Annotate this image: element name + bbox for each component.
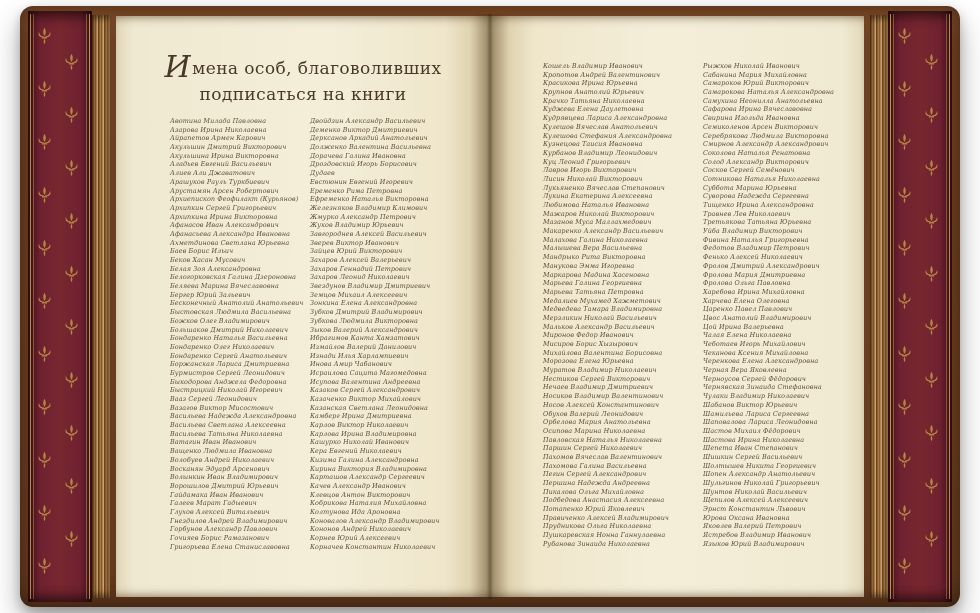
name-entry: Паршин Сергей Николаевич bbox=[543, 444, 643, 453]
name-entry: Шаповалова Лариса Леонидовна bbox=[703, 418, 818, 427]
fleur-de-lis-icon bbox=[65, 159, 78, 177]
name-entry: Подбедова Анастасия Алексеевна bbox=[543, 496, 665, 505]
name-entry: Коновалов Александр Владимирович bbox=[310, 516, 440, 525]
fleur-de-lis-icon bbox=[38, 27, 51, 45]
name-entry: Галеев Марат Гадыевич bbox=[170, 499, 257, 508]
name-entry: Зыков Валерий Александрович bbox=[310, 325, 418, 334]
name-entry: Мисиров Борис Хызырович bbox=[543, 340, 638, 348]
name-entry: Ефременко Наталья Викторовна bbox=[310, 195, 429, 204]
name-entry: Шолтышев Никита Георгиевич bbox=[703, 461, 817, 470]
name-entry: Малахова Галина Николаевна bbox=[543, 235, 648, 244]
name-entry: Чулаки Владимир Николаевич bbox=[703, 392, 810, 401]
name-entry: Орбелова Мария Анатольевна bbox=[543, 418, 651, 427]
name-entry: Павловская Наталья Николаевна bbox=[543, 435, 662, 444]
name-entry: Алиев Али Джаватович bbox=[170, 169, 256, 178]
name-entry: Жуков Владимир Юрьевич bbox=[310, 221, 404, 230]
name-entry: Тищенко Ирина Александровна bbox=[703, 201, 814, 209]
name-entry: Васильева Надежда Александровна bbox=[170, 412, 297, 421]
fleur-de-lis-icon bbox=[38, 398, 51, 416]
name-entry: Обухов Валерий Леонидович bbox=[543, 409, 644, 418]
names-column-3 bbox=[543, 62, 672, 549]
name-entry: Медалиев Мухамед Хажметович bbox=[543, 296, 661, 305]
name-entry: Исупова Валентина Андреевна bbox=[310, 377, 421, 386]
name-entry: Белая Зоя Александровна bbox=[170, 264, 261, 273]
fleur-de-lis-icon bbox=[898, 504, 911, 522]
name-entry: Афанасов Иван Александрович bbox=[170, 221, 279, 230]
name-entry: Архипкина Ирина Викторовна bbox=[170, 212, 278, 221]
name-entry: Быстрицкий Николай Игоревич bbox=[170, 386, 283, 395]
name-entry: Архиепископ Феофилакт (Курьянов) bbox=[170, 195, 299, 204]
fleur-de-lis-icon bbox=[898, 239, 911, 257]
name-entry: Зонкина Елена Александровна bbox=[310, 299, 418, 308]
name-entry: Соколова Наталья Ренатовна bbox=[703, 148, 811, 157]
fleur-de-lis-icon bbox=[65, 318, 78, 336]
fleur-de-lis-icon bbox=[925, 477, 938, 495]
name-entry: Глухов Алексей Витальевич bbox=[170, 507, 270, 516]
name-entry: Эрнст Константин Львович bbox=[703, 505, 806, 514]
name-entry: Фенько Алексей Николаевич bbox=[703, 253, 803, 262]
name-entry: Шамильева Лариса Сергеевна bbox=[703, 409, 810, 418]
name-entry: Марьева Татьяна Петровна bbox=[543, 287, 644, 296]
name-entry: Шунтов Николай Васильевич bbox=[703, 487, 808, 496]
name-entry: Курбанов Владимир Леонидович bbox=[543, 148, 658, 157]
fleur-de-lis-icon bbox=[65, 212, 78, 230]
name-entry: Смирнов Александр Александрович bbox=[703, 140, 829, 149]
fleur-de-lis-icon bbox=[898, 451, 911, 469]
name-entry: Фролов Дмитрий Александрович bbox=[703, 261, 820, 270]
name-entry: Мажаров Николай Викторович bbox=[543, 209, 655, 218]
name-entry: Черная Вера Яковлевна bbox=[703, 366, 787, 375]
right-page-stack-edges bbox=[870, 15, 888, 598]
names-column-4 bbox=[703, 62, 834, 549]
name-entry: Ватагин Иван Иванович bbox=[170, 438, 257, 447]
fleur-de-lis-icon bbox=[925, 424, 938, 442]
name-entry: Лисин Николай Викторович bbox=[543, 174, 643, 183]
name-entry: Акульшин Дмитрий Викторович bbox=[170, 143, 287, 152]
name-entry: Рубанова Зинаида Николаевна bbox=[543, 539, 650, 548]
name-entry: Дерксанов Аркадий Анатольевич bbox=[310, 134, 428, 143]
name-entry: Кашурко Николай Иванович bbox=[310, 438, 410, 447]
name-entry: Морозова Елена Юрьевна bbox=[543, 357, 634, 366]
name-entry: Кера Евгений Николаевич bbox=[310, 447, 402, 456]
name-entry: Казаков Сергей Александрович bbox=[310, 386, 421, 395]
name-entry: Восканян Эдуард Арсенович bbox=[170, 464, 270, 473]
name-entry: Семиколенов Арсен Викторович bbox=[703, 122, 819, 131]
name-entry: Деменко Виктор Дмитриевич bbox=[310, 125, 418, 134]
name-entry: Аладьев Евгений Васильевич bbox=[170, 160, 272, 169]
name-entry: Пахомов Вячеслав Валентинович bbox=[543, 452, 663, 461]
names-column-1 bbox=[170, 117, 303, 551]
name-entry: Уйба Владимир Викторович bbox=[703, 227, 803, 236]
fleur-de-lis-icon bbox=[65, 424, 78, 442]
name-entry: Звездунов Владимир Дмитриевич bbox=[310, 282, 431, 291]
page-title bbox=[116, 50, 490, 108]
name-entry: Божков Олег Владимирович bbox=[170, 316, 270, 325]
name-entry: Шастова Ирина Николаевна bbox=[703, 435, 805, 444]
name-entry: Камберг Ирина Дмитриевна bbox=[310, 412, 412, 421]
name-entry: Афанасьева Александра Ивановна bbox=[170, 229, 291, 238]
name-entry: Колтунова Ида Ароновна bbox=[310, 507, 401, 516]
name-entry: Кудрявцева Лариса Александровна bbox=[543, 114, 668, 123]
left-page-stack-edges bbox=[92, 15, 110, 598]
name-entry: Манукова Эмма Игоревна bbox=[543, 261, 635, 270]
name-entry: Бергер Юрий Зальевич bbox=[170, 290, 251, 299]
right-cover-panel bbox=[888, 11, 952, 602]
name-entry: Харебова Ирина Михайловна bbox=[703, 287, 805, 296]
name-entry: Самухина Неонилла Анатольевна bbox=[703, 96, 823, 105]
name-entry: Суворова Надежда Сергеевна bbox=[703, 192, 809, 201]
fleur-de-lis-icon bbox=[925, 212, 938, 230]
name-entry: Шульгинов Николай Григорьевич bbox=[703, 479, 820, 487]
name-entry: Завгороднев Алексей Васильевич bbox=[310, 229, 427, 238]
fleur-de-lis-icon bbox=[65, 530, 78, 548]
name-entry: Шабанов Виктор Юрьевич bbox=[703, 400, 798, 409]
name-entry: Арашуков Рауль Туркбиевич bbox=[170, 177, 270, 186]
name-entry: Цвос Анатолий Владимирович bbox=[703, 313, 812, 322]
fleur-de-lis-icon bbox=[38, 451, 51, 469]
name-entry: Волынкин Иван Владимирович bbox=[170, 473, 279, 482]
name-entry: Казанская Светлана Леонидовна bbox=[310, 403, 428, 412]
fleur-de-lis-icon bbox=[65, 477, 78, 495]
name-entry: Рыжков Николай Иванович bbox=[703, 62, 800, 70]
name-entry: Арустамян Арсен Робертович bbox=[170, 186, 279, 195]
name-entry: Ахметдинова Светлана Юрьевна bbox=[170, 238, 290, 247]
fleur-de-lis-icon bbox=[38, 239, 51, 257]
name-entry: Гайдамака Иван Иванович bbox=[170, 490, 264, 499]
fleur-de-lis-icon bbox=[65, 53, 78, 71]
fleur-de-lis-icon bbox=[925, 530, 938, 548]
fleur-de-lis-icon bbox=[898, 292, 911, 310]
name-entry: Азарова Ирина Николаевна bbox=[170, 125, 267, 134]
name-entry: Кирина Виктория Владимировна bbox=[310, 464, 427, 473]
fleur-de-lis-icon bbox=[65, 265, 78, 283]
name-entry: Евстюнин Евгений Игоревич bbox=[310, 177, 413, 186]
name-entry: Баев Борис Ильич bbox=[170, 247, 234, 256]
name-entry: Миронов Федор Иванович bbox=[543, 331, 634, 340]
fleur-de-lis-icon bbox=[898, 186, 911, 204]
fleur-de-lis-icon bbox=[898, 557, 911, 575]
name-entry: Юрова Оксана Ивановна bbox=[703, 513, 790, 522]
name-entry: Черенкова Елена Александровна bbox=[703, 357, 819, 366]
name-entry: Вазагов Виктор Мисостович bbox=[170, 403, 274, 412]
name-entry: Харчева Елена Олеговна bbox=[703, 296, 790, 305]
name-entry: Корначев Константин Николаевич bbox=[310, 542, 436, 551]
fleur-de-lis-icon bbox=[38, 186, 51, 204]
name-entry: Дорачева Галина Ивановна bbox=[310, 151, 406, 160]
name-entry: Серебрякова Людмила Викторовна bbox=[703, 131, 829, 140]
title-line-2: подписаться на книги bbox=[199, 85, 407, 105]
fleur-de-lis-icon bbox=[65, 371, 78, 389]
name-entry: Бондаренко Олег Николаевич bbox=[170, 342, 275, 351]
name-entry: Третьякова Татьяна Юрьевна bbox=[703, 218, 812, 227]
name-entry: Железняков Владимир Климович bbox=[310, 203, 428, 212]
fleur-de-lis-icon bbox=[925, 106, 938, 124]
name-entry: Сосков Сергей Семёнович bbox=[703, 166, 795, 175]
name-entry: Исраилова Сацита Магомедовна bbox=[310, 368, 427, 377]
name-entry: Фролова Мария Дмитриевна bbox=[703, 270, 806, 279]
name-entry: Макаренко Александр Васильевич bbox=[543, 227, 664, 236]
name-entry: Михайлова Валентина Борисовна bbox=[543, 348, 663, 357]
name-entry: Карлова Ирина Владимировна bbox=[310, 429, 417, 438]
name-entry: Цой Ирина Валерьевна bbox=[703, 322, 784, 331]
name-entry: Григорьева Елена Станиславовна bbox=[170, 542, 290, 551]
name-entry: Лукьяненко Вячеслав Степанович bbox=[543, 183, 665, 192]
name-entry: Пегин Сергей Александрович bbox=[543, 470, 647, 479]
fleur-de-lis-icon bbox=[898, 80, 911, 98]
name-entry: Казаченко Виктор Михайлович bbox=[310, 395, 421, 403]
name-entry: Языков Юрий Владимирович bbox=[703, 539, 805, 548]
fleur-de-lis-icon bbox=[65, 106, 78, 124]
name-entry: Нестиков Сергей Викторович bbox=[543, 374, 651, 383]
name-entry: Марьева Галина Георгиевна bbox=[543, 279, 642, 288]
name-entry: Сабанина Мария Михайловна bbox=[703, 70, 807, 79]
name-entry: Черноусов Сергей Фёдорович bbox=[703, 374, 807, 383]
name-entry: Васильева Светлана Алексеевна bbox=[170, 421, 286, 430]
name-entry: Травнев Лев Николаевич bbox=[703, 209, 791, 218]
name-entry: Чернявская Зинаида Стефановна bbox=[703, 383, 822, 392]
name-entry: Потапенко Юрий Яковлевич bbox=[543, 505, 645, 514]
name-entry: Вааз Сергей Леонидович bbox=[170, 395, 257, 403]
name-entry: Мазанов Муса Маллахмедович bbox=[543, 218, 652, 227]
name-entry: Солод Александр Викторович bbox=[703, 157, 809, 166]
name-entry: Дудаев bbox=[310, 169, 335, 178]
left-page bbox=[116, 16, 490, 597]
name-entry: Правиченко Алексей Владимирович bbox=[543, 513, 669, 522]
name-entry: Захаров Леонид Николаевич bbox=[310, 273, 410, 282]
name-entry: Чеканова Ксения Михайловна bbox=[703, 348, 809, 357]
right-page bbox=[490, 16, 864, 597]
name-entry: Карлов Виктор Николаевич bbox=[310, 421, 409, 430]
name-entry: Носов Алексей Константинович bbox=[543, 400, 660, 409]
name-entry: Кулешов Вячеслав Анатольевич bbox=[543, 122, 658, 131]
name-entry: Крачко Татьяна Николаевна bbox=[543, 96, 645, 105]
name-entry: Мальков Александр Васильевич bbox=[543, 322, 655, 331]
name-entry: Сотникова Наталья Николаевна bbox=[703, 174, 820, 183]
name-entry: Царенко Павел Павлович bbox=[703, 305, 793, 314]
decorative-initial: И bbox=[164, 50, 192, 85]
name-entry: Бондаренко Наталья Васильевна bbox=[170, 334, 288, 343]
fleur-de-lis-icon bbox=[898, 398, 911, 416]
name-entry: Маркарова Мадина Хасеновна bbox=[543, 270, 650, 279]
name-entry: Чалая Елена Николаевна bbox=[703, 331, 792, 340]
fleur-de-lis-icon bbox=[38, 345, 51, 363]
name-entry: Нечаев Владимир Дмитриевич bbox=[543, 383, 654, 392]
name-entry: Фролова Ольга Павловна bbox=[703, 279, 791, 288]
name-entry: Свирина Изольда Ивановна bbox=[703, 114, 800, 123]
name-entry: Горбунов Александр Павлович bbox=[170, 525, 278, 534]
name-entry: Кропотов Андрей Валентинович bbox=[543, 70, 661, 79]
name-entry: Медведева Тамара Владимировна bbox=[543, 305, 663, 314]
name-entry: Прудникова Ольга Николаевна bbox=[543, 522, 652, 531]
left-cover-panel bbox=[28, 11, 92, 602]
name-entry: Инова Амир Чабанович bbox=[310, 360, 392, 369]
name-entry: Шопен Александр Анатольевич bbox=[703, 470, 816, 479]
name-entry: Чеботаев Игорь Михайлович bbox=[703, 340, 806, 348]
name-entry: Айрапетов Армен Карович bbox=[170, 134, 266, 143]
name-entry: Кузнецова Таисия Ивановна bbox=[543, 140, 643, 149]
name-entry: Измайлов Валерий Данилович bbox=[310, 342, 417, 351]
name-entry: Муратов Владимир Николаевич bbox=[543, 366, 657, 375]
name-entry: Еременко Рима Петровна bbox=[310, 186, 403, 195]
name-entry: Ястребов Владимир Иванович bbox=[703, 531, 812, 540]
name-entry: Архипкин Сергей Григорьевич bbox=[170, 203, 277, 212]
fleur-de-lis-icon bbox=[925, 318, 938, 336]
name-entry: Качев Александр Иванович bbox=[310, 481, 406, 490]
name-entry: Пушкаревская Нонна Ганнулаевна bbox=[543, 531, 666, 540]
name-entry: Гочияев Борис Рамазанович bbox=[170, 534, 270, 542]
name-entry: Гнездилов Андрей Владимирович bbox=[170, 516, 288, 525]
fleur-de-lis-icon bbox=[38, 80, 51, 98]
name-entry: Белогорковская Галина Дзероновна bbox=[170, 273, 297, 282]
name-entry: Лавров Игорь Викторович bbox=[543, 166, 637, 175]
name-entry: Мандрыко Рита Викторовна bbox=[543, 253, 646, 262]
name-entry: Земцов Михаил Алексеевич bbox=[310, 290, 408, 299]
name-entry: Шастов Михаил Фёдорович bbox=[703, 426, 801, 435]
name-entry: Захаров Геннадий Петрович bbox=[310, 264, 412, 273]
open-book bbox=[20, 6, 960, 607]
name-entry: Самарокова Наталья Александровна bbox=[703, 88, 835, 97]
name-entry: Зубков Дмитрий Владимирович bbox=[310, 308, 423, 317]
name-entry: Куц Леонид Григорьевич bbox=[543, 157, 631, 166]
name-entry: Куджева Елена Даулетовна bbox=[543, 105, 644, 114]
name-entry: Федотов Владимир Петрович bbox=[703, 244, 810, 253]
name-entry: Захаров Алексей Валерьевич bbox=[310, 256, 412, 264]
name-entry: Быстовская Людмила Васильевна bbox=[170, 308, 292, 317]
name-entry: Изнади Илья Харлампиевич bbox=[310, 351, 409, 360]
fleur-de-lis-icon bbox=[898, 27, 911, 45]
name-entry: Ващенко Людмила Ивановна bbox=[170, 447, 273, 456]
name-entry: Лукина Екатерина Алексеевна bbox=[543, 192, 653, 201]
name-entry: Осипова Марина Николаевна bbox=[543, 426, 646, 435]
names-column-2 bbox=[310, 117, 439, 551]
name-entry: Клевцов Антон Викторович bbox=[310, 490, 411, 499]
name-entry: Пикалова Ольга Михайловна bbox=[543, 487, 644, 496]
name-entry: Быкодорова Анджела Федоровна bbox=[170, 377, 287, 386]
fleur-de-lis-icon bbox=[925, 265, 938, 283]
name-entry: Кононов Андрей Николаевич bbox=[310, 525, 412, 534]
fleur-de-lis-icon bbox=[38, 504, 51, 522]
name-entry: Авотина Милада Павловна bbox=[170, 117, 267, 125]
name-entry: Шепета Иван Степанович bbox=[703, 444, 798, 453]
name-entry: Кулешова Стефания Александровна bbox=[543, 131, 673, 140]
name-entry: Мерзликин Николай Васильевич bbox=[543, 313, 657, 322]
name-entry: Першина Надежда Андреевна bbox=[543, 479, 651, 487]
name-entry: Щепилов Алексей Алексеевич bbox=[703, 496, 809, 505]
name-entry: Малышева Вера Васильевна bbox=[543, 244, 643, 253]
name-entry: Беляева Марина Вячеславовна bbox=[170, 282, 279, 291]
name-entry: Кизима Галина Александровна bbox=[310, 455, 419, 464]
name-entry: Бесконечный Анатолий Анатольевич bbox=[170, 299, 304, 308]
name-entry: Волобуев Андрей Николаевич bbox=[170, 455, 275, 464]
fleur-de-lis-icon bbox=[925, 371, 938, 389]
fleur-de-lis-icon bbox=[898, 345, 911, 363]
name-entry: Красикова Ирина Юрьевна bbox=[543, 79, 638, 88]
name-entry: Жмурко Александр Петрович bbox=[310, 212, 416, 221]
name-entry: Долженко Валентина Васильевна bbox=[310, 143, 432, 152]
name-entry: Бурмистров Сергей Леонидович bbox=[170, 368, 285, 377]
fleur-de-lis-icon bbox=[898, 133, 911, 151]
name-entry: Зубкова Людмила Викторовна bbox=[310, 316, 418, 325]
fleur-de-lis-icon bbox=[925, 159, 938, 177]
name-entry: Кобрикова Наталия Михайловна bbox=[310, 499, 427, 508]
name-entry: Пахомова Галина Васильевна bbox=[543, 461, 647, 470]
name-entry: Кошель Владимир Иванович bbox=[543, 62, 643, 70]
name-entry: Яковлев Валерий Петрович bbox=[703, 522, 802, 531]
fleur-de-lis-icon bbox=[38, 292, 51, 310]
fleur-de-lis-icon bbox=[38, 557, 51, 575]
name-entry: Суббота Марина Юрьевна bbox=[703, 183, 797, 192]
name-entry: Фивина Наталья Григорьевна bbox=[703, 235, 809, 244]
name-entry: Дроздовский Игорь Борисович bbox=[310, 160, 417, 169]
name-entry: Корнев Юрий Алексеевич bbox=[310, 534, 401, 542]
name-entry: Большаков Дмитрий Николаевич bbox=[170, 325, 289, 334]
fleur-de-lis-icon bbox=[38, 133, 51, 151]
name-entry: Васильева Татьяна Николаевна bbox=[170, 429, 283, 438]
name-entry: Беков Хасан Мусович bbox=[170, 256, 246, 264]
name-entry: Любимова Наталья Ивановна bbox=[543, 201, 650, 209]
name-entry: Самароков Юрий Викторович bbox=[703, 79, 809, 88]
name-entry: Боржанская Лариса Дмитриевна bbox=[170, 360, 290, 369]
name-entry: Бондаренко Сергей Анатольевич bbox=[170, 351, 288, 360]
name-entry: Сафарова Ирина Вячеславовна bbox=[703, 105, 812, 114]
name-entry: Ворошилов Дмитрий Юрьевич bbox=[170, 481, 279, 490]
name-entry: Двойдзин Александр Васильевич bbox=[310, 117, 426, 125]
name-entry: Крупнов Анатолий Юрьевич bbox=[543, 88, 644, 97]
name-entry: Шишкин Сергей Васильевич bbox=[703, 452, 803, 461]
title-line-1: Имена особ, благоволивших bbox=[164, 50, 442, 85]
name-entry: Акульшина Ирина Викторовна bbox=[170, 151, 279, 160]
name-entry: Зайцев Юрий Викторович bbox=[310, 247, 403, 256]
name-entry: Карташов Александр Сергеевич bbox=[310, 473, 425, 482]
fleur-de-lis-icon bbox=[925, 53, 938, 71]
name-entry: Ибрагимов Канта Хамзатович bbox=[310, 334, 420, 343]
name-entry: Зверев Виктор Иванович bbox=[310, 238, 399, 247]
name-entry: Носиков Владимир Валентинович bbox=[543, 392, 664, 401]
